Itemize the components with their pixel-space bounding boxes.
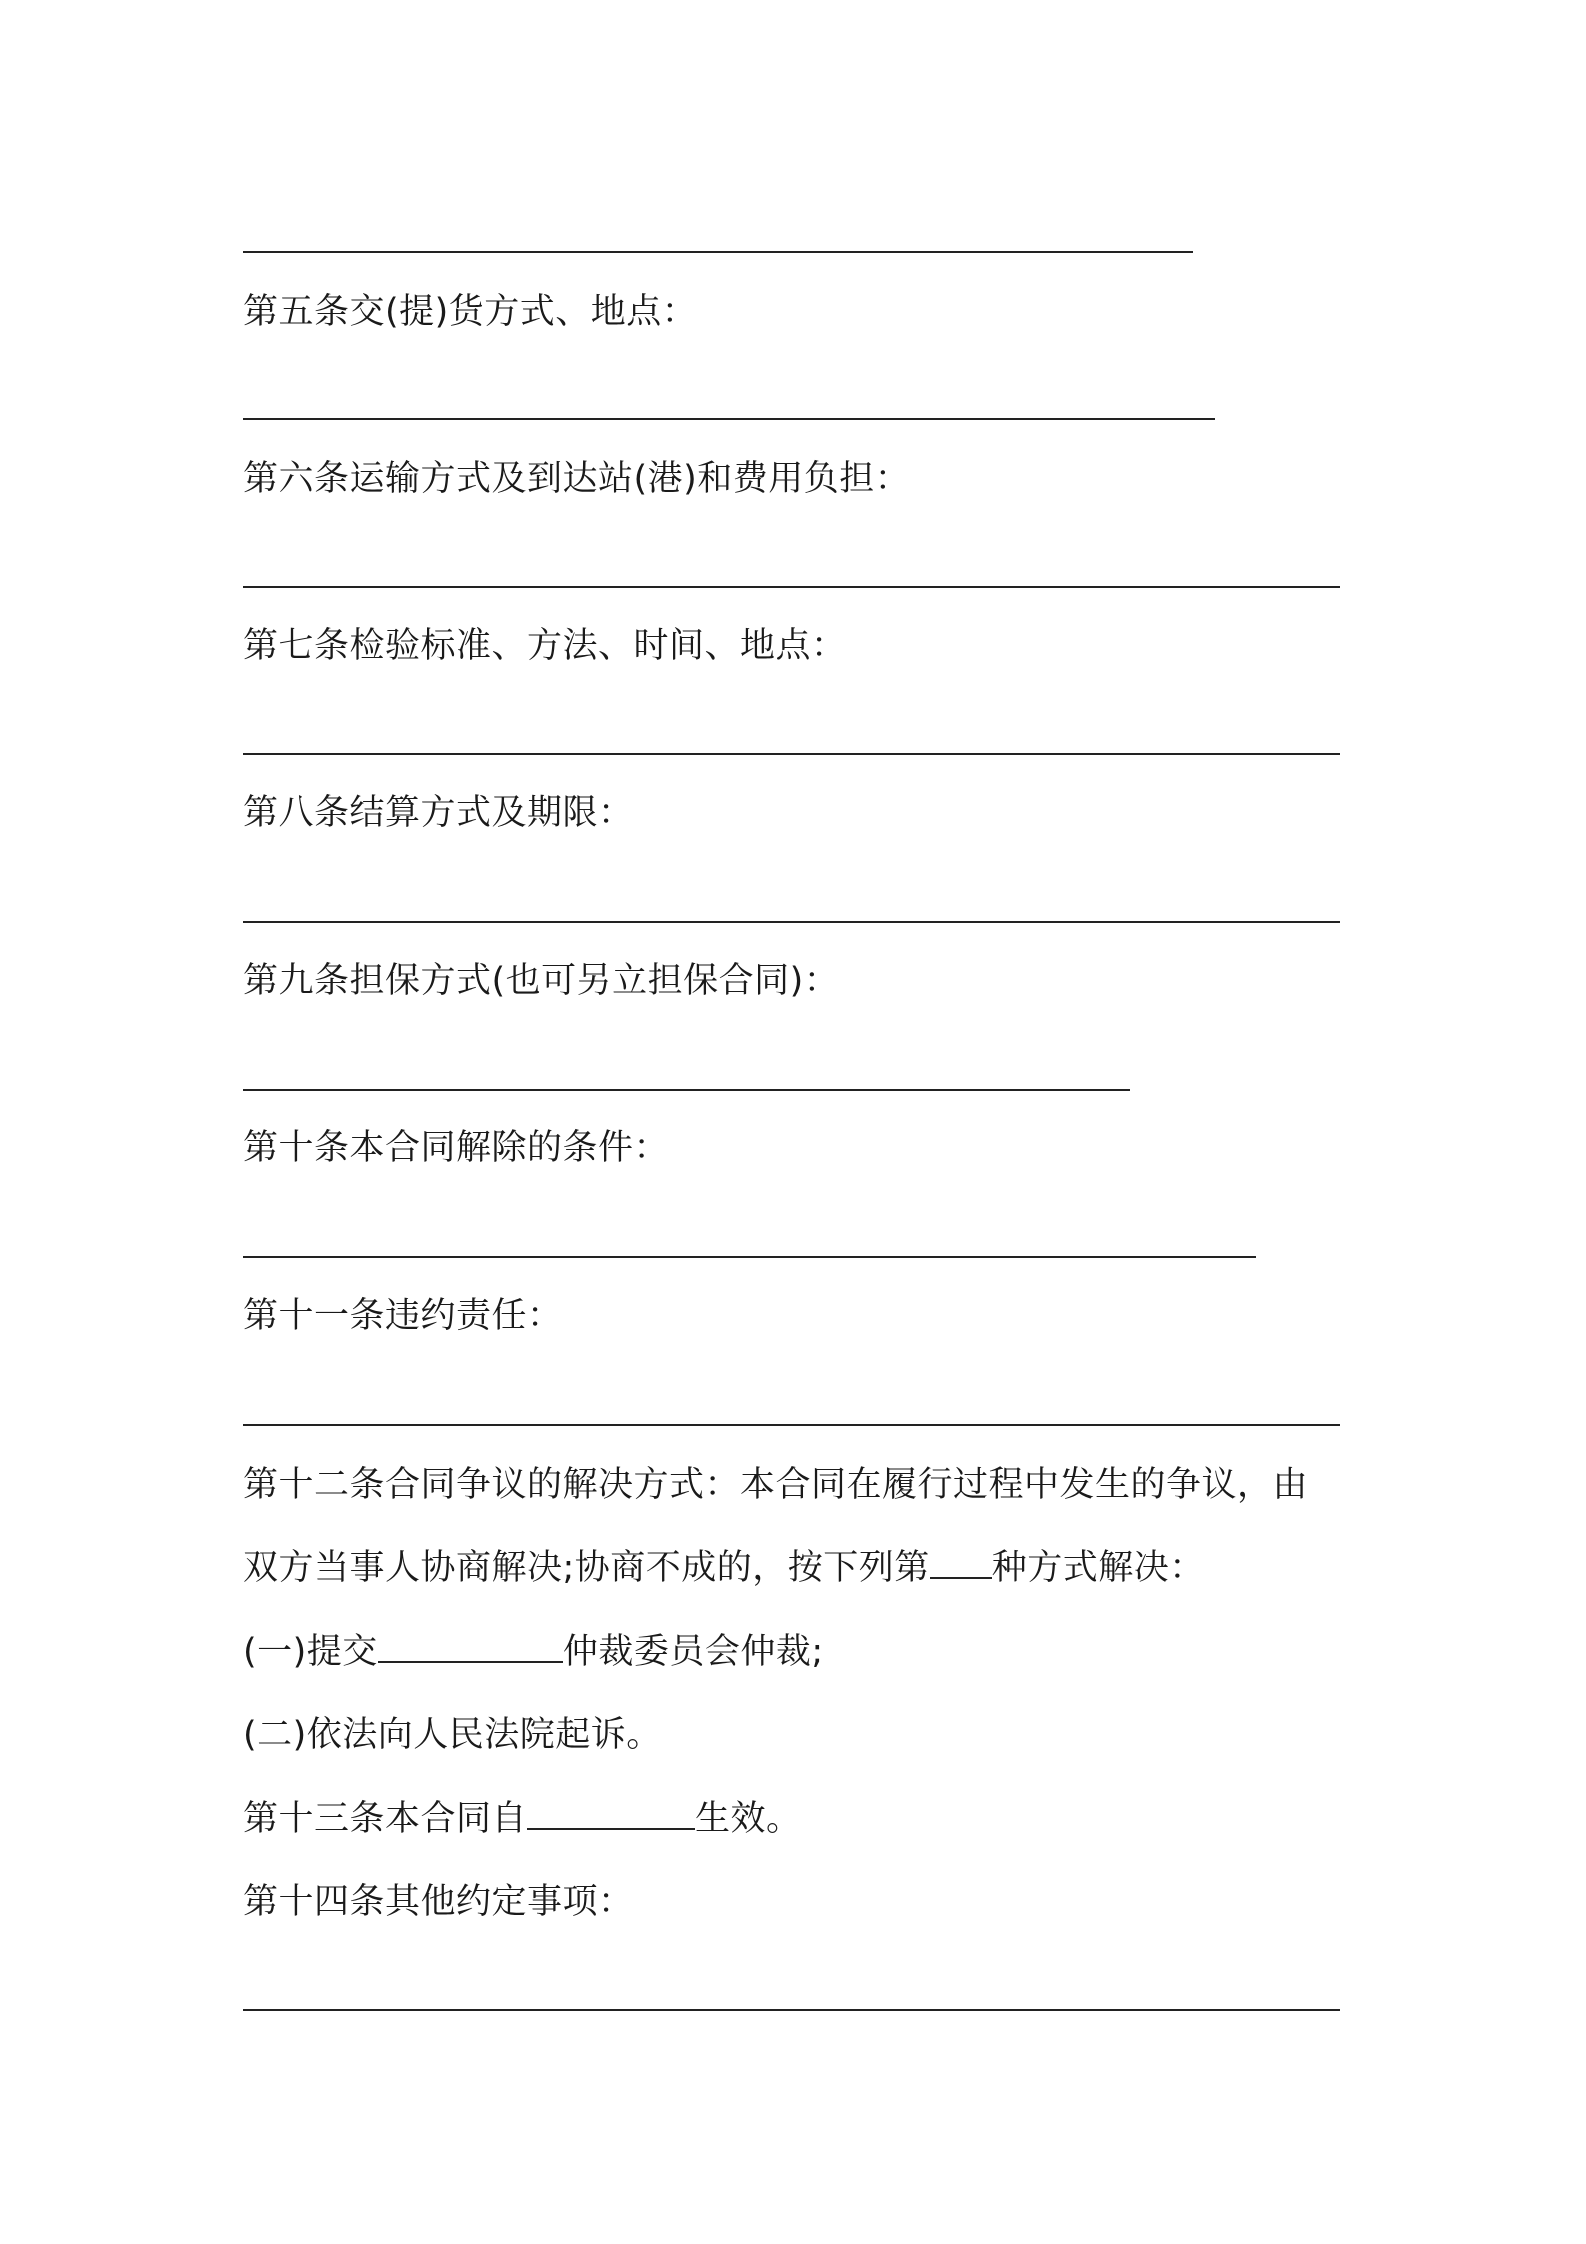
option-1 <box>243 1628 824 1676</box>
article-12-line-2 <box>243 1544 1205 1592</box>
article-7: 第七条检验标准、方法、时间、地点： <box>243 626 847 666</box>
method-number-blank[interactable] <box>930 1547 992 1579</box>
article-11: 第十一条违约责任： <box>243 1296 563 1336</box>
article-12-text-a: 双方当事人协商解决;协商不成的，按下列第 <box>243 1548 930 1588</box>
article-9: 第九条担保方式(也可另立担保合同)： <box>243 961 840 1001</box>
article-6: 第六条运输方式及到达站(港)和费用负担： <box>243 459 911 499</box>
article-12-line-1: 第十二条合同争议的解决方式：本合同在履行过程中发生的争议，由 <box>243 1465 1309 1505</box>
option-2: (二)依法向人民法院起诉。 <box>243 1715 662 1755</box>
article-13-text-a: 第十三条本合同自 <box>243 1799 528 1839</box>
option-1-text-b: 仲裁委员会仲裁; <box>562 1632 824 1672</box>
article-8: 第八条结算方式及期限： <box>243 793 634 833</box>
fill-blank-line[interactable] <box>243 1256 1256 1258</box>
arbitration-committee-blank[interactable] <box>378 1631 563 1663</box>
fill-blank-line[interactable] <box>243 1089 1130 1091</box>
article-13 <box>243 1795 802 1843</box>
fill-blank-line[interactable] <box>243 586 1340 588</box>
fill-blank-line[interactable] <box>243 2009 1340 2011</box>
fill-blank-line[interactable] <box>243 753 1340 755</box>
article-5: 第五条交(提)货方式、地点： <box>243 292 698 332</box>
fill-blank-line[interactable] <box>243 1424 1340 1426</box>
article-14: 第十四条其他约定事项： <box>243 1882 634 1922</box>
fill-blank-line[interactable] <box>243 251 1193 253</box>
fill-blank-line[interactable] <box>243 418 1215 420</box>
article-12-text-b: 种方式解决： <box>991 1548 1205 1588</box>
option-1-text-a: (一)提交 <box>243 1632 378 1672</box>
effective-date-blank[interactable] <box>527 1798 695 1830</box>
article-13-text-b: 生效。 <box>695 1799 802 1839</box>
article-10: 第十条本合同解除的条件： <box>243 1128 670 1168</box>
fill-blank-line[interactable] <box>243 921 1340 923</box>
